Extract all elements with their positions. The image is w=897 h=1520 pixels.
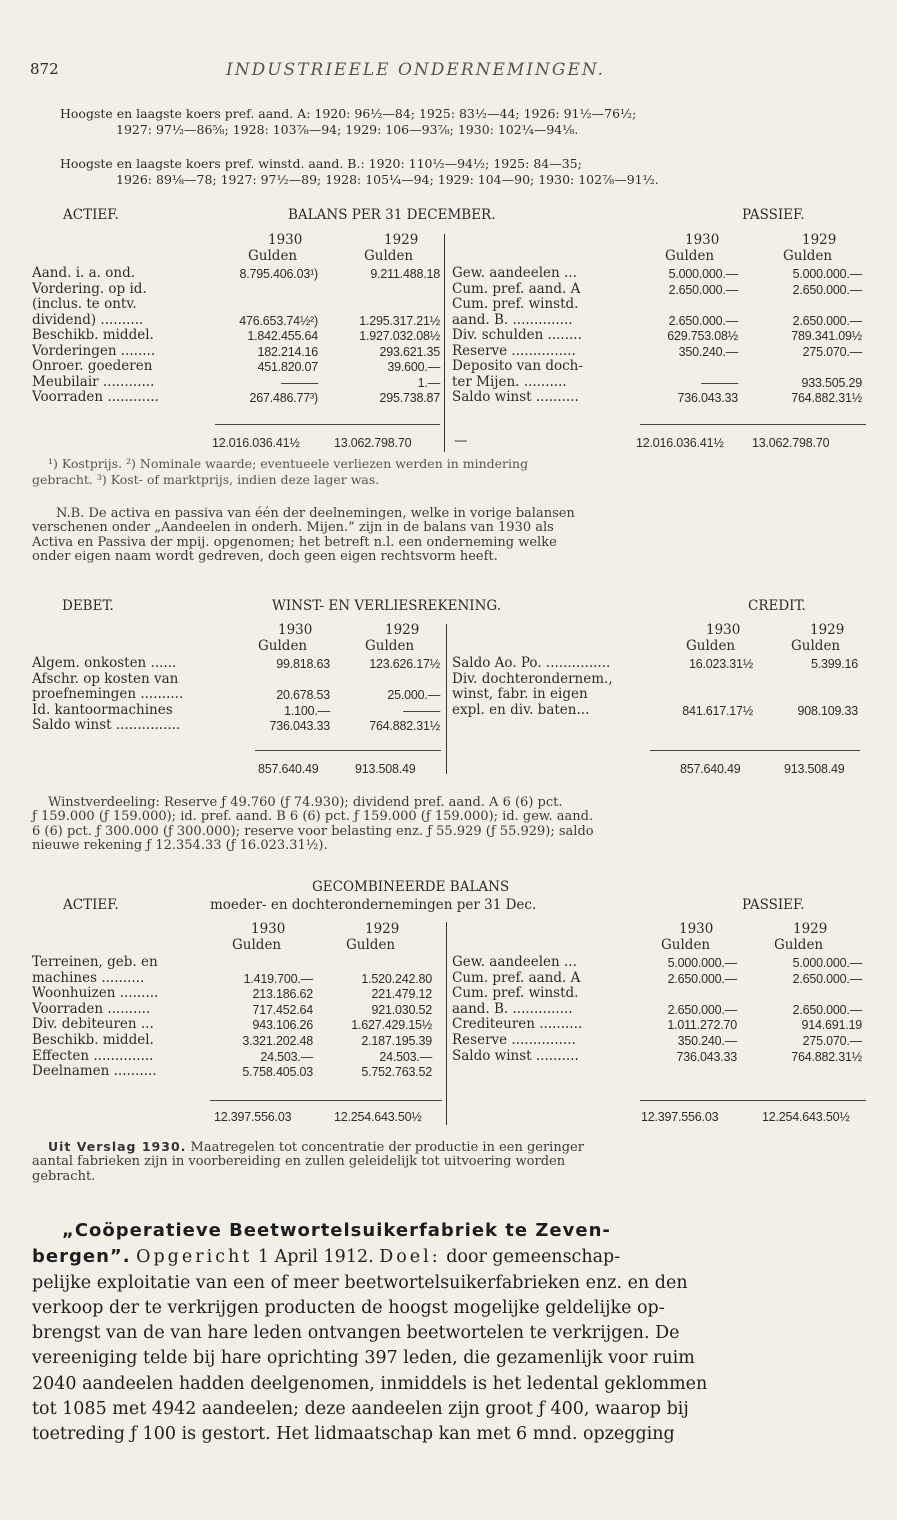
row-value: 350.240.— xyxy=(677,1034,737,1048)
row-value: 914.691.19 xyxy=(801,1018,862,1033)
row-value: 213.186.62 xyxy=(252,987,313,1002)
column-divider xyxy=(446,624,447,774)
total-value: 13.062.798.70 xyxy=(752,436,830,450)
report-line: Maatregelen tot concentratie der productie in een geringer xyxy=(190,1140,584,1155)
row-value: 9.211.488.18 xyxy=(370,267,440,281)
row-value: 5.000.000.— xyxy=(792,267,862,281)
row-label: Saldo winst .......... xyxy=(452,1047,579,1064)
total-rule xyxy=(650,750,860,751)
row-label: Effecten .............. xyxy=(32,1047,154,1064)
row-label: Beschikb. middel. xyxy=(32,1032,154,1048)
row-value: 24.503.— xyxy=(260,1049,313,1064)
profit-distribution xyxy=(32,796,867,854)
row-label: Voorraden .......... xyxy=(32,1000,151,1017)
purpose-text: door gemeenschap- xyxy=(446,1247,621,1268)
purpose-label: Doel: xyxy=(379,1247,441,1268)
row-label: Aand. i. a. ond. xyxy=(32,265,136,281)
year-header: 1929 xyxy=(384,232,419,248)
footnote: gebracht. ³) Kost- of marktprijs, indien deze lager was. xyxy=(32,472,380,487)
body-line: toetreding ƒ 100 is gestort. Het lidmaatschap kan met 6 mnd. opzegging xyxy=(32,1424,675,1445)
row-label: winst, fabr. in eigen xyxy=(452,686,588,702)
row-value: 1.011.272.70 xyxy=(667,1018,737,1033)
row-value: 476.653.74½²) xyxy=(239,313,318,328)
row-value: 841.617.17½ xyxy=(682,703,753,718)
row-label: Afschr. op kosten van xyxy=(32,670,179,687)
unit-header: Gulden xyxy=(774,937,824,953)
row-value: 5.000.000.— xyxy=(667,956,737,970)
row-label: Gew. aandeelen ... xyxy=(452,265,577,281)
year-header: 1929 xyxy=(385,622,420,638)
row-label: Div. debiteuren ... xyxy=(32,1016,154,1033)
row-value: 267.486.77³) xyxy=(249,391,318,405)
nb-line: verschenen onder „Aandeelen in onderh. Mijen.” zijn in de balans van 1930 als xyxy=(32,520,554,536)
total-value: 12.254.643.50½ xyxy=(762,1110,850,1124)
company-name-cont: bergen”. xyxy=(32,1246,131,1268)
row-value: 764.882.31½ xyxy=(369,719,440,733)
row-value: 1.419.700.— xyxy=(243,971,313,986)
combined-title: GECOMBINEERDE BALANS xyxy=(312,879,510,895)
row-label: (inclus. te ontv. xyxy=(32,296,137,312)
row-value: 2.650.000.— xyxy=(792,1002,862,1017)
founded-label: Opgericht xyxy=(136,1247,253,1268)
profit-distribution-line: 6 (6) pct. ƒ 300.000 (ƒ 300.000); reserve voor belasting enz. ƒ 55.929 (ƒ 55.929); saldo xyxy=(32,823,594,839)
unit-header: Gulden xyxy=(364,248,414,264)
row-label: Cum. pref. aand. A xyxy=(452,280,581,297)
total-value: 913.508.49 xyxy=(355,762,416,776)
quote-pref-a-line2: 1927: 97½—86⅝; 1928: 103⅞—94; 1929: 106—93⅞; 1930: 102¼—94⅛. xyxy=(116,122,579,137)
year-header: 1930 xyxy=(679,921,714,937)
row-label: aand. B. .............. xyxy=(452,311,573,328)
row-value: 2.650.000.— xyxy=(792,282,862,297)
total-value: 12.016.036.41½ xyxy=(212,436,300,450)
row-value: 99.818.63 xyxy=(276,657,330,671)
unit-header: Gulden xyxy=(248,248,298,264)
row-value: 629.753.08½ xyxy=(667,329,738,343)
row-label: Vordering. op id. xyxy=(32,280,147,297)
row-value: 5.752.763.52 xyxy=(361,1065,432,1080)
unit-header: Gulden xyxy=(783,248,833,264)
body-line: 2040 aandeelen hadden deelgenomen, inmiddels is het ledental geklommen xyxy=(32,1373,708,1394)
row-value: 123.626.17½ xyxy=(369,657,440,671)
row-label: Div. dochterondernem., xyxy=(452,670,613,687)
row-value: 24.503.— xyxy=(379,1049,432,1064)
unit-header: Gulden xyxy=(791,638,841,654)
total-value: 857.640.49 xyxy=(680,762,741,776)
row-value: 20.678.53 xyxy=(276,688,330,702)
row-value: 275.070.— xyxy=(802,1034,862,1048)
row-value: 2.650.000.— xyxy=(667,971,737,986)
row-value: 8.795.406.03¹) xyxy=(239,267,318,281)
row-value: 5.000.000.— xyxy=(792,956,862,970)
combined-right-heading: PASSIEF. xyxy=(742,897,805,913)
row-value: 293.621.35 xyxy=(379,344,440,359)
report-label: Uit Verslag 1930. xyxy=(48,1139,187,1154)
row-value: 1.100.— xyxy=(284,703,330,718)
year-header: 1930 xyxy=(268,232,303,248)
row-value: 16.023.31½ xyxy=(688,657,753,671)
row-value: 1.627.429.15½ xyxy=(351,1018,432,1033)
row-value: 39.600.— xyxy=(387,360,440,374)
row-value: 350.240.— xyxy=(678,344,738,359)
row-value: 736.043.33 xyxy=(269,719,330,733)
row-label: machines .......... xyxy=(32,969,145,986)
balance-left-heading: ACTIEF. xyxy=(63,207,119,223)
total-rule xyxy=(640,1100,866,1101)
unit-header: Gulden xyxy=(661,937,711,953)
row-value: 221.479.12 xyxy=(371,987,432,1002)
column-divider xyxy=(444,234,445,452)
row-value: 1.927.032.08½ xyxy=(359,329,440,343)
row-label: aand. B. .............. xyxy=(452,1000,573,1017)
row-value: 2.650.000.— xyxy=(668,282,738,297)
nb-paragraph xyxy=(32,507,867,565)
cooperative-entry xyxy=(32,1218,867,1448)
row-label: Reserve ............... xyxy=(452,1032,576,1048)
profit-distribution-line: Winstverdeeling: Reserve ƒ 49.760 (ƒ 74.930); dividend pref. aand. A 6 (6) pct. xyxy=(48,795,563,810)
total-dash: — xyxy=(454,433,468,449)
row-value: 5.399.16 xyxy=(810,657,858,671)
year-header: 1930 xyxy=(278,622,313,638)
body-line: brengst van de van hare leden ontvangen beetwortelen te verkrijgen. De xyxy=(32,1323,680,1344)
row-label: Woonhuizen ......... xyxy=(32,985,159,1002)
row-label: Saldo Ao. Po. ............... xyxy=(452,655,611,671)
year-header: 1929 xyxy=(810,622,845,638)
page-number: 872 xyxy=(30,60,59,78)
row-value: 717.452.64 xyxy=(252,1002,313,1017)
row-label: Meubilair ............ xyxy=(32,373,155,390)
row-label: expl. en div. baten... xyxy=(452,701,590,718)
row-value: 2.650.000.— xyxy=(667,1002,737,1017)
body-line: pelijke exploitatie van een of meer beetwortelsuikerfabrieken enz. en den xyxy=(32,1272,688,1293)
row-value: 275.070.— xyxy=(802,344,862,359)
row-label: Terreinen, geb. en xyxy=(32,954,158,970)
total-value: 12.397.556.03 xyxy=(214,1110,292,1124)
annual-report-note xyxy=(32,1140,867,1184)
balance-title: BALANS PER 31 DECEMBER. xyxy=(288,207,496,223)
report-line: gebracht. xyxy=(32,1168,96,1184)
total-rule xyxy=(640,424,866,425)
row-value: 764.882.31½ xyxy=(791,1049,862,1064)
unit-header: Gulden xyxy=(686,638,736,654)
row-value: 933.505.29 xyxy=(801,375,862,390)
total-value: 12.397.556.03 xyxy=(641,1110,719,1124)
founded-value: 1 April 1912. xyxy=(257,1247,374,1268)
unit-header: Gulden xyxy=(346,937,396,953)
year-header: 1930 xyxy=(706,622,741,638)
total-value: 857.640.49 xyxy=(258,762,319,776)
row-value: 2.187.195.39 xyxy=(361,1034,432,1048)
nb-line: onder eigen naam wordt gedreven, doch geen eigen rechtsvorm heeft. xyxy=(32,549,498,565)
total-value: 12.254.643.50½ xyxy=(334,1110,422,1124)
row-value: 736.043.33 xyxy=(676,1049,737,1064)
year-header: 1930 xyxy=(251,921,286,937)
row-value: 1.— xyxy=(417,375,440,390)
year-header: 1929 xyxy=(365,921,400,937)
row-value: 1.520.242.80 xyxy=(361,971,432,986)
row-label: Deelnamen .......... xyxy=(32,1063,157,1080)
year-header: 1929 xyxy=(802,232,837,248)
total-value: 12.016.036.41½ xyxy=(636,436,724,450)
row-value: 295.738.87 xyxy=(379,391,440,405)
total-rule xyxy=(210,1100,442,1101)
row-label: Algem. onkosten ...... xyxy=(32,655,177,671)
row-label: Deposito van doch- xyxy=(452,358,583,374)
row-label: Cum. pref. winstd. xyxy=(452,985,579,1002)
row-label: Vorderingen ........ xyxy=(32,342,156,359)
quote-pref-a-line1: Hoogste en laagste koers pref. aand. A: 1920: 96½—84; 1925: 83½—44; 1926: 91½—76½; xyxy=(60,106,637,121)
year-header: 1930 xyxy=(685,232,720,248)
row-label: Gew. aandeelen ... xyxy=(452,954,577,970)
row-value: 921.030.52 xyxy=(371,1002,432,1017)
row-value: ——— xyxy=(403,703,440,718)
row-value: 736.043.33 xyxy=(677,391,738,405)
row-label: Beschikb. middel. xyxy=(32,327,154,343)
unit-header: Gulden xyxy=(665,248,715,264)
row-value: 2.650.000.— xyxy=(792,313,862,328)
quote-pref-b-line2: 1926: 89⅛—78; 1927: 97½—89; 1928: 105¼—94; 1929: 104—90; 1930: 102⅞—91½. xyxy=(116,172,659,187)
year-header: 1929 xyxy=(793,921,828,937)
row-label: Saldo winst ............... xyxy=(32,717,181,733)
row-value: 2.650.000.— xyxy=(668,313,738,328)
unit-header: Gulden xyxy=(232,937,282,953)
row-value: ——— xyxy=(281,375,318,390)
balance-right-heading: PASSIEF. xyxy=(742,207,805,223)
row-value: 1.842.455.64 xyxy=(247,329,318,343)
row-value: 943.106.26 xyxy=(252,1018,313,1033)
company-name: „Coöperatieve Beetwortelsuikerfabriek te Zeven- xyxy=(62,1220,611,1241)
row-value: 451.820.07 xyxy=(257,360,318,374)
pl-left-heading: DEBET. xyxy=(62,598,114,614)
row-value: 908.109.33 xyxy=(797,703,858,718)
row-label: Id. kantoormachines xyxy=(32,701,173,718)
total-rule xyxy=(215,424,440,425)
row-label: proefnemingen .......... xyxy=(32,686,184,702)
quote-pref-b-line1: Hoogste en laagste koers pref. winstd. aand. B.: 1920: 110½—94½; 1925: 84—35; xyxy=(60,156,582,171)
row-value: 2.650.000.— xyxy=(792,971,862,986)
unit-header: Gulden xyxy=(365,638,415,654)
footnote: ¹) Kostprijs. ²) Nominale waarde; eventueele verliezen werden in mindering xyxy=(48,456,529,471)
row-label: Cum. pref. winstd. xyxy=(452,296,579,312)
running-title: INDUSTRIEELE ONDERNEMINGEN. xyxy=(226,60,606,80)
combined-subtitle: moeder- en dochterondernemingen per 31 Dec. xyxy=(210,897,537,913)
row-label: ter Mijen. .......... xyxy=(452,373,567,390)
row-value: 1.295.317.21½ xyxy=(359,313,440,328)
row-value: 25.000.— xyxy=(387,688,440,702)
row-value: 764.882.31½ xyxy=(791,391,862,405)
row-value: 182.214.16 xyxy=(257,344,318,359)
body-line: verkoop der te verkrijgen producten de hoogst mogelijke geldelijke op- xyxy=(32,1297,665,1318)
total-value: 913.508.49 xyxy=(784,762,845,776)
pl-title: WINST- EN VERLIESREKENING. xyxy=(272,598,502,614)
body-line: vereeniging telde bij hare oprichting 397 leden, die gezamenlijk voor ruim xyxy=(32,1348,695,1369)
body-line: tot 1085 met 4942 aandeelen; deze aandeelen zijn groot ƒ 400, waarop bij xyxy=(32,1399,689,1420)
row-label: Voorraden ............ xyxy=(32,389,159,405)
report-line: aantal fabrieken zijn in voorbereiding en zullen geleidelijk tot uitvoering worden xyxy=(32,1154,566,1170)
row-label: Onroer. goederen xyxy=(32,358,153,374)
row-value: 3.321.202.48 xyxy=(242,1034,313,1048)
unit-header: Gulden xyxy=(258,638,308,654)
column-divider xyxy=(446,922,447,1125)
row-value: ——— xyxy=(701,375,738,390)
combined-left-heading: ACTIEF. xyxy=(63,897,119,913)
nb-line: Activa en Passiva der mpij. opgenomen; het betreft n.l. een onderneming welke xyxy=(32,534,557,550)
row-value: 789.341.09½ xyxy=(791,329,862,343)
nb-line: N.B. De activa en passiva van één der deelnemingen, welke in vorige balansen xyxy=(56,506,575,521)
row-label: Crediteuren .......... xyxy=(452,1016,583,1033)
total-value: 13.062.798.70 xyxy=(334,436,412,450)
row-value: 5.000.000.— xyxy=(668,267,738,281)
row-value: 5.758.405.03 xyxy=(242,1065,313,1080)
row-label: Cum. pref. aand. A xyxy=(452,969,581,986)
profit-distribution-line: nieuwe rekening ƒ 12.354.33 (ƒ 16.023.31½). xyxy=(32,838,328,854)
profit-distribution-line: ƒ 159.000 (ƒ 159.000); id. pref. aand. B 6 (6) pct. ƒ 159.000 (ƒ 159.000); id. gew. aand. xyxy=(32,809,594,825)
row-label: Reserve ............... xyxy=(452,342,576,359)
row-label: dividend) .......... xyxy=(32,311,144,328)
total-rule xyxy=(255,750,441,751)
pl-right-heading: CREDIT. xyxy=(748,598,806,614)
row-label: Div. schulden ........ xyxy=(452,327,582,343)
row-label: Saldo winst .......... xyxy=(452,389,579,405)
